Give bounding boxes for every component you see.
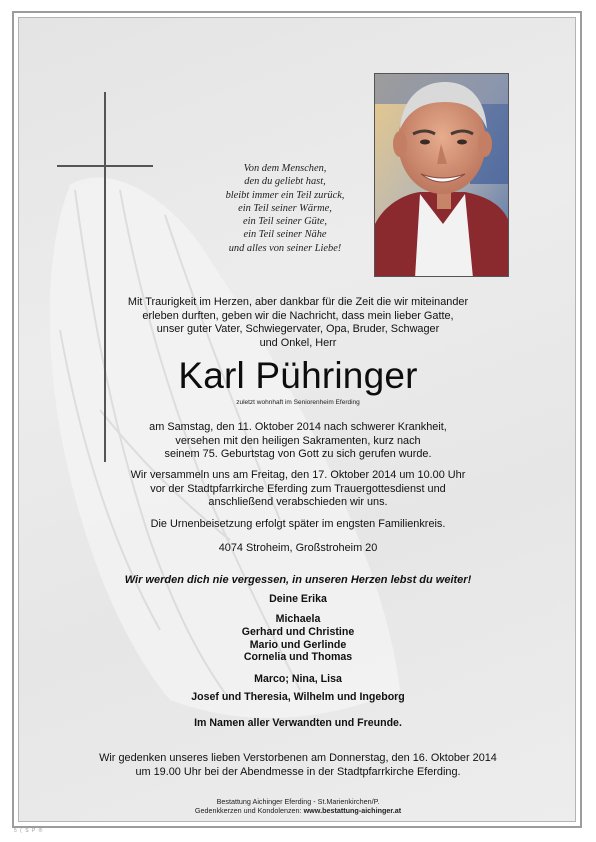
funeral-line: vor der Stadtpfarrkirche Eferding zum Trauergottesdienst und — [150, 482, 446, 495]
funeral-line: Wir versammeln uns am Freitag, den 17. Oktober 2014 um 10.00 Uhr — [130, 469, 466, 481]
death-line: versehen mit den heiligen Sakramenten, kurz nach — [175, 434, 421, 447]
grandchildren-entry: Marco; Nina, Lisa — [254, 673, 342, 686]
poem-line: ein Teil seiner Güte, — [243, 216, 327, 228]
footer-website-link[interactable]: www.bestattung-aichinger.at — [303, 806, 402, 815]
intro-line: erleben durften, geben wir die Nachricht, dass mein lieber Gatte, — [142, 309, 454, 322]
poem — [200, 162, 370, 255]
poem-line: ein Teil seiner Wärme, — [238, 202, 332, 214]
intro-line: unser guter Vater, Schwiegervater, Opa, Bruder, Schwager — [156, 323, 440, 336]
footer-company: Bestattung Aichinger Eferding - St.Marienkirchen/P. — [216, 797, 380, 806]
footer-condolences-label: Gedenkkerzen und Kondolenzen: — [194, 806, 304, 815]
child-entry: Mario und Gerlinde — [249, 638, 347, 651]
residence-note: zuletzt wohnhaft im Seniorenheim Eferding — [236, 399, 360, 406]
footer-condolences — [0, 806, 596, 815]
closing-line: Im Namen aller Verwandten und Freunde. — [194, 717, 402, 729]
intro-text — [0, 296, 596, 350]
poem-line: bleibt immer ein Teil zurück, — [225, 189, 345, 201]
portrait-photo — [374, 73, 509, 277]
children-list — [0, 613, 596, 686]
death-line: am Samstag, den 11. Oktober 2014 nach schwerer Krankheit, — [149, 421, 447, 433]
scan-mark: 5 ( S P ® — [14, 828, 44, 834]
poem-line: ein Teil seiner Nähe — [243, 229, 327, 241]
poem-line: und alles von seiner Liebe! — [228, 242, 342, 254]
memorial-mass — [0, 752, 596, 779]
funeral-line: anschließend verabschieden wir uns. — [208, 496, 388, 509]
intro-line: Mit Traurigkeit im Herzen, aber dankbar für die Zeit die wir miteinander — [127, 296, 469, 308]
mass-line: um 19.00 Uhr bei der Abendmesse in der Stadtpfarrkirche Eferding. — [135, 765, 461, 778]
child-entry: Michaela — [275, 613, 321, 625]
family-address: 4074 Stroheim, Großstroheim 20 — [218, 542, 378, 554]
death-line: seinem 75. Geburtstag von Gott zu sich gerufen wurde. — [164, 448, 432, 461]
deceased-name: Karl Pühringer — [178, 355, 418, 396]
motto: Wir werden dich nie vergessen, in unseren Herzen lebst du weiter! — [124, 574, 472, 586]
poem-line: den du geliebt hast, — [244, 176, 326, 188]
siblings-entry: Josef und Theresia, Wilhelm und Ingeborg — [191, 691, 405, 703]
urn-note: Die Urnenbeisetzung erfolgt später im engsten Familienkreis. — [150, 518, 446, 530]
child-entry: Cornelia und Thomas — [243, 651, 353, 664]
mass-line: Wir gedenken unseres lieben Verstorbenen am Donnerstag, den 16. Oktober 2014 — [99, 752, 497, 764]
child-entry: Gerhard und Christine — [241, 625, 355, 638]
wife-signature: Deine Erika — [269, 593, 327, 605]
funeral-info — [0, 469, 596, 510]
intro-line: und Onkel, Herr — [259, 336, 337, 349]
death-notice — [0, 421, 596, 462]
poem-line: Von dem Menschen, — [243, 163, 327, 174]
footer — [0, 797, 596, 815]
